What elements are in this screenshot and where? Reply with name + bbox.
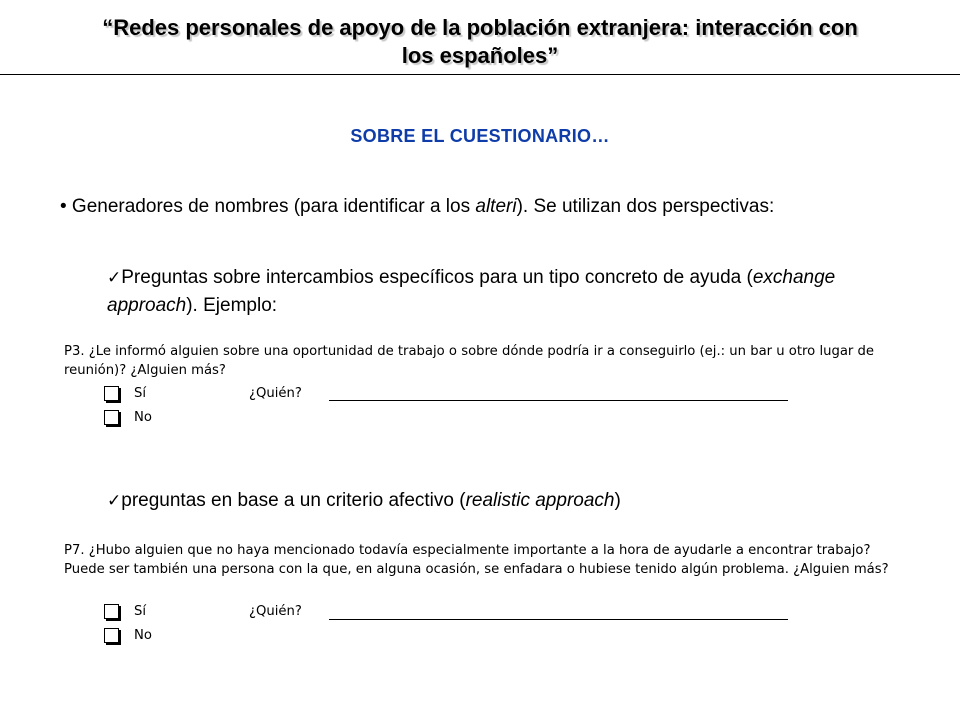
check-item-2-italic: realistic approach xyxy=(465,490,615,511)
p7-who-label: ¿Quién? xyxy=(249,604,302,619)
question-p3-text: P3. ¿Le informó alguien sobre una oportunidad de trabajo o sobre dónde podría ir a conseguirlo (ej.: un bar u otro lugar de reunión)? ¿Alguien más? xyxy=(64,344,875,378)
check-item-1-text-before: Preguntas sobre intercambios específicos para un tipo concreto de ayuda ( xyxy=(121,267,753,288)
check-item-2-text-after: ) xyxy=(614,490,621,511)
check-item-1-italic: exchange approach xyxy=(107,267,836,316)
p7-option-yes-label: Sí xyxy=(134,604,147,619)
check-item-realistic xyxy=(107,487,887,515)
checkbox-icon xyxy=(104,386,119,401)
check-item-1-text-after: ). Ejemplo: xyxy=(186,295,278,316)
p3-option-no-label: No xyxy=(134,410,152,425)
slide-title-line-1: “Redes personales de apoyo de la población extranjera: interacción con xyxy=(102,15,858,40)
slide-title-line-2: los españoles” xyxy=(401,43,559,68)
check-item-exchange xyxy=(107,264,847,319)
title-divider xyxy=(0,74,960,75)
question-p7-text: P7. ¿Hubo alguien que no haya mencionado todavía especialmente importante a la hora de ayudarle a encontrar trabajo? Puede ser también una persona con la que, en alguna ocasión, se enfadara o hubiese tenido algún problema. ¿Alguien más? xyxy=(64,543,889,577)
bullet-paragraph xyxy=(60,193,840,220)
bullet-text-italic: alteri xyxy=(475,196,517,217)
checkmark-icon: ✓ xyxy=(107,268,122,288)
slide-title xyxy=(20,14,940,70)
checkmark-icon: ✓ xyxy=(107,491,122,511)
p3-answer-line xyxy=(329,400,788,401)
check-item-2-text-before: preguntas en base a un criterio afectivo ( xyxy=(121,490,466,511)
checkbox-icon xyxy=(104,410,119,425)
bullet-text-before: Generadores de nombres (para identificar a los xyxy=(66,196,476,217)
section-heading: SOBRE EL CUESTIONARIO… xyxy=(350,126,610,146)
bullet-marker: • xyxy=(60,196,67,217)
checkbox-icon xyxy=(104,604,119,619)
bullet-text-after: ). Se utilizan dos perspectivas: xyxy=(516,196,775,217)
p7-answer-line xyxy=(329,619,788,620)
checkbox-icon xyxy=(104,628,119,643)
p3-option-yes-label: Sí xyxy=(134,386,147,401)
p3-who-label: ¿Quién? xyxy=(249,386,302,401)
p7-option-no-label: No xyxy=(134,628,152,643)
